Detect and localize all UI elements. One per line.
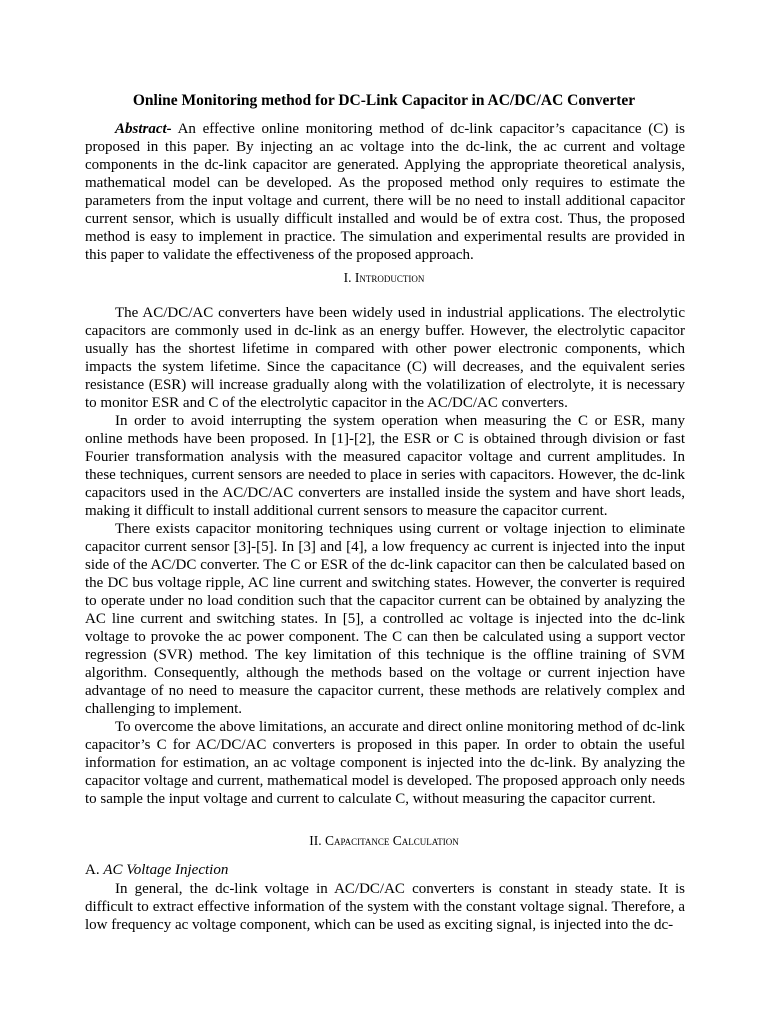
abstract-text: An effective online monitoring method of dc-link capacitor’s capacitance (C) is proposed in this paper. By injecting an ac voltage into the dc-link, the ac current and voltage components in the dc-link capacitor are generated. Applying the appropriate theoretical analysis, mathematical model can be developed. As the proposed method only requires to estimate the parameters from the input voltage and current, there will be no need to install additional capacitor current sensor, which is usually difficult installed and would be of extra cost. Thus, the proposed method is easy to implement in practice. The simulation and experimental results are provided in this paper to validate the effectiveness of the proposed approach. (85, 121, 685, 263)
paper-title: Online Monitoring method for DC-Link Capacitor in AC/DC/AC Converter (132, 92, 636, 109)
intro-paragraph: There exists capacitor monitoring techniques using current or voltage injection to eliminate capacitor current sensor [3]-[5]. In [3] and [4], a low frequency ac current is injected into the input side of the AC/DC converter. The C or ESR of the dc-link capacitor can then be calculated based on the DC bus voltage ripple, AC line current and switching states. However, the converter is required to operate under no load condition such that the capacitor current can be obtained by analyzing the AC line current and switching states. In [5], a controlled ac voltage is injected into the dc-link voltage to provoke the ac power component. The C can then be calculated using a support vector regression (SVR) method. The key limitation of this technique is the offline training of SVM algorithm. Consequently, although the methods based on the voltage or current injection have advantage of no need to measure the capacitor current, these methods are relatively complex and challenging to implement. (85, 521, 685, 717)
subsection-paragraph: In general, the dc-link voltage in AC/DC/AC converters is constant in steady state. It is difficult to extract effective information of the system with the constant voltage signal. Therefore, a low frequency ac voltage component, which can be used as exciting signal, is injected into the dc- (85, 881, 685, 933)
abstract-label: Abstract- (115, 121, 172, 137)
intro-paragraph: The AC/DC/AC converters have been widely used in industrial applications. The electrolytic capacitors are commonly used in dc-link as an energy buffer. However, the electrolytic capacitor usually has the shortest lifetime in compared with other power electronic components, which impacts the system lifetime. Since the capacitance (C) will decreases, and the equivalent series resistance (ESR) will increase gradually along with the volatilization of electrolyte, it is necessary to monitor ESR and C of the electrolytic capacitor in the AC/DC/AC converters. (85, 305, 685, 411)
section-heading-introduction: I. Introduction (343, 270, 425, 285)
intro-paragraph: In order to avoid interrupting the system operation when measuring the C or ESR, many online methods have been proposed. In [1]-[2], the ESR or C is obtained through division or fast Fourier transformation analysis with the measured capacitor voltage and current amplitudes. In these techniques, current sensors are needed to place in series with capacitors. However, the dc-link capacitors used in the AC/DC/AC converters are installed inside the system and have short leads, making it difficult to install additional current sensors to measure the capacitor current. (85, 413, 685, 519)
intro-paragraph: To overcome the above limitations, an accurate and direct online monitoring method of dc-link capacitor’s C for AC/DC/AC converters is proposed in this paper. In order to obtain the useful information for estimation, an ac voltage component is injected into the dc-link. By analyzing the capacitor voltage and current, mathematical model is developed. The proposed approach only needs to sample the input voltage and current to calculate C, without measuring the capacitor current. (85, 719, 685, 807)
section-heading-capacitance-calculation: II. Capacitance Calculation (309, 833, 459, 848)
abstract (85, 120, 685, 264)
subsection-title: AC Voltage Injection (103, 862, 229, 878)
subsection-body (85, 880, 685, 934)
subsection-label: A. (85, 862, 100, 878)
subsection-heading (85, 862, 228, 879)
introduction-body (85, 304, 685, 808)
